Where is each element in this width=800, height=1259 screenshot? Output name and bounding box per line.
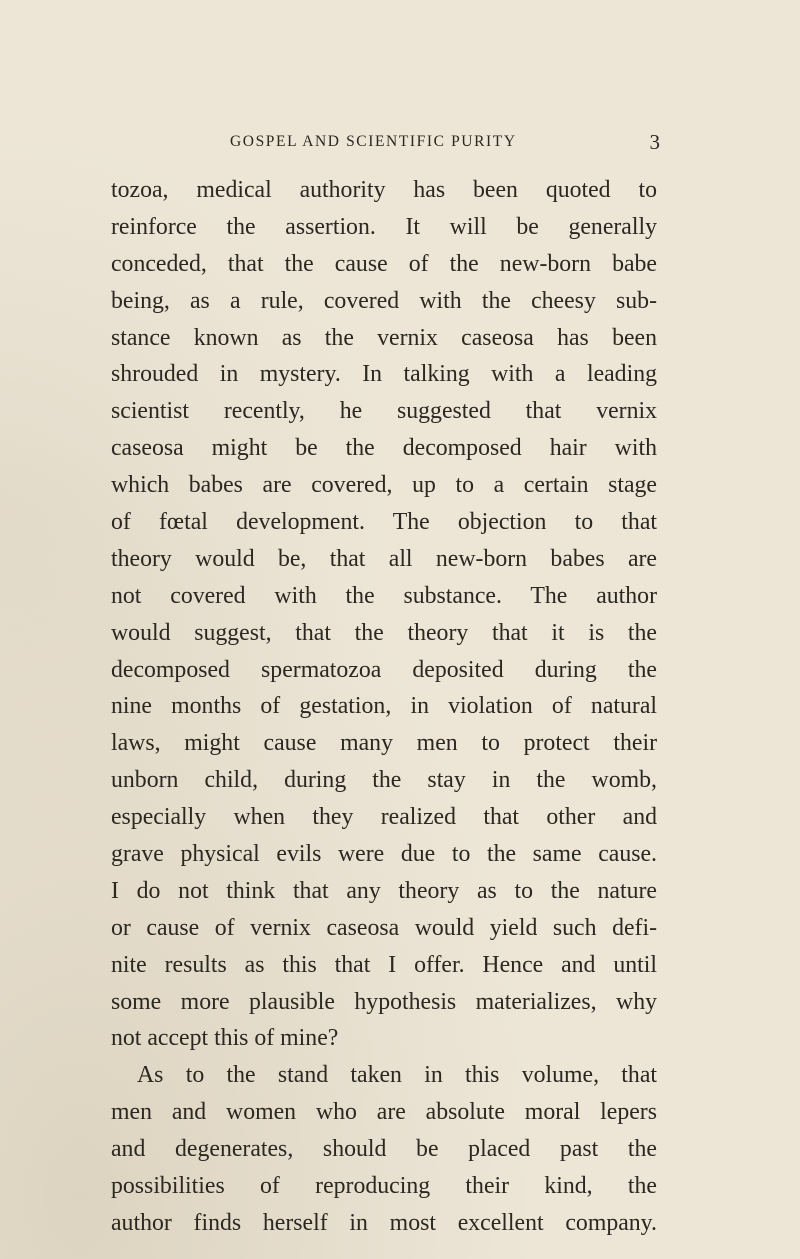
- text-line: and degenerates, should be placed past the: [111, 1136, 657, 1163]
- text-line: reinforce the assertion. It will be generally: [111, 213, 657, 240]
- text-line: unborn child, during the stay in the womb,: [111, 767, 657, 794]
- text-line: being, as a rule, covered with the cheesy sub-: [111, 287, 657, 314]
- text-line: especially when they realized that other and: [111, 804, 657, 831]
- body-text: [111, 172, 657, 1242]
- page-number: 3: [649, 130, 660, 154]
- paragraph-1: [111, 172, 657, 1057]
- text-line: not accept this of mine?: [111, 1025, 339, 1052]
- text-line: not covered with the substance. The author: [111, 582, 657, 609]
- text-line: of fœtal development. The objection to that: [111, 509, 657, 536]
- text-line: stance known as the vernix caseosa has been: [111, 324, 657, 351]
- text-line: tozoa, medical authority has been quoted to: [111, 177, 657, 203]
- text-line: grave physical evils were due to the same cause.: [111, 841, 657, 868]
- running-title: GOSPEL AND SCIENTIFIC PURITY: [230, 133, 517, 150]
- text-line: men and women who are absolute moral lepers: [111, 1099, 657, 1126]
- text-line: As to the stand taken in this volume, that: [137, 1062, 657, 1089]
- text-line: nite results as this that I offer. Hence and until: [111, 951, 657, 978]
- text-line: conceded, that the cause of the new-born babe: [111, 250, 657, 277]
- text-line: caseosa might be the decomposed hair with: [111, 435, 657, 462]
- text-line: or cause of vernix caseosa would yield such defi-: [111, 914, 657, 941]
- text-line: some more plausible hypothesis materializes, why: [111, 988, 657, 1015]
- text-line: shrouded in mystery. In talking with a leading: [111, 361, 657, 388]
- text-line: decomposed spermatozoa deposited during the: [111, 656, 657, 683]
- paragraph-2: [111, 1057, 657, 1241]
- text-line: theory would be, that all new-born babes are: [111, 545, 657, 572]
- text-line: laws, might cause many men to protect their: [111, 730, 657, 757]
- text-line: would suggest, that the theory that it is the: [111, 619, 657, 646]
- running-head: [230, 130, 660, 155]
- text-line: nine months of gestation, in violation of natural: [111, 693, 657, 720]
- text-line: scientist recently, he suggested that vernix: [111, 398, 657, 425]
- text-line: I do not think that any theory as to the nature: [111, 877, 657, 904]
- text-line: author finds herself in most excellent company.: [111, 1209, 657, 1236]
- text-line: which babes are covered, up to a certain stage: [111, 472, 657, 499]
- text-line: possibilities of reproducing their kind, the: [111, 1173, 657, 1200]
